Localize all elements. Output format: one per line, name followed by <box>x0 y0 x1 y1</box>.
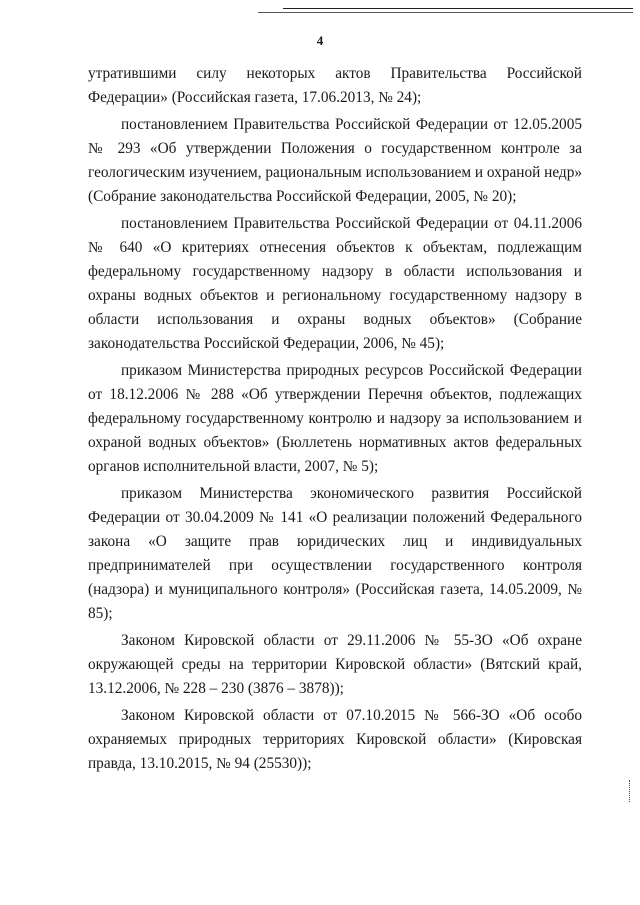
document-body <box>88 62 582 779</box>
header-rule <box>283 8 633 9</box>
paragraph-5: приказом Министерства экономического развития Российской Федерации от 30.04.2009 № 141 «О реализации положений Федерального закона «О защите прав юридических лиц и индивидуальных предпринимателей при осуществлении государственного контроля (надзора) и муниципального контроля» (Российская газета, 14.05.2009, № 85); <box>88 485 582 622</box>
paragraph-1: утратившими силу некоторых актов Правительства Российской Федерации» (Российская газета, 17.06.2013, № 24); <box>88 65 582 106</box>
header-rule-secondary <box>258 12 633 13</box>
paragraph-4: приказом Министерства природных ресурсов Российской Федерации от 18.12.2006 № 288 «Об утверждении Перечня объектов, подлежащих федеральному государственному контролю и надзору за использованием и охраной водных объектов» (Бюллетень нормативных актов федеральных органов исполнительной власти, 2007, № 5); <box>88 362 582 475</box>
scan-margin-mark <box>629 780 632 802</box>
paragraph-2: постановлением Правительства Российской Федерации от 12.05.2005 № 293 «Об утверждении Положения о государственном контроле за геологическим изучением, рациональным использованием и охраной недр» (Собрание законодательства Российской Федерации, 2005, № 20); <box>88 116 582 205</box>
page-number: 4 <box>316 33 324 48</box>
paragraph-7: Законом Кировской области от 07.10.2015 № 566-ЗО «Об особо охраняемых природных территориях Кировской области» (Кировская правда, 13.10.2015, № 94 (25530)); <box>88 707 582 772</box>
paragraph-3: постановлением Правительства Российской Федерации от 04.11.2006 № 640 «О критериях отнесения объектов к объектам, подлежащим федеральному государственному надзору в области использования и охраны водных объектов и региональному государственному надзору в области использования и охраны водных объектов» (Собрание законодательства Российской Федерации, 2006, № 45); <box>88 215 582 352</box>
paragraph-6: Законом Кировской области от 29.11.2006 № 55-ЗО «Об охране окружающей среды на территории Кировской области» (Вятский край, 13.12.2006, № 228 – 230 (3876 – 3878)); <box>88 632 582 697</box>
